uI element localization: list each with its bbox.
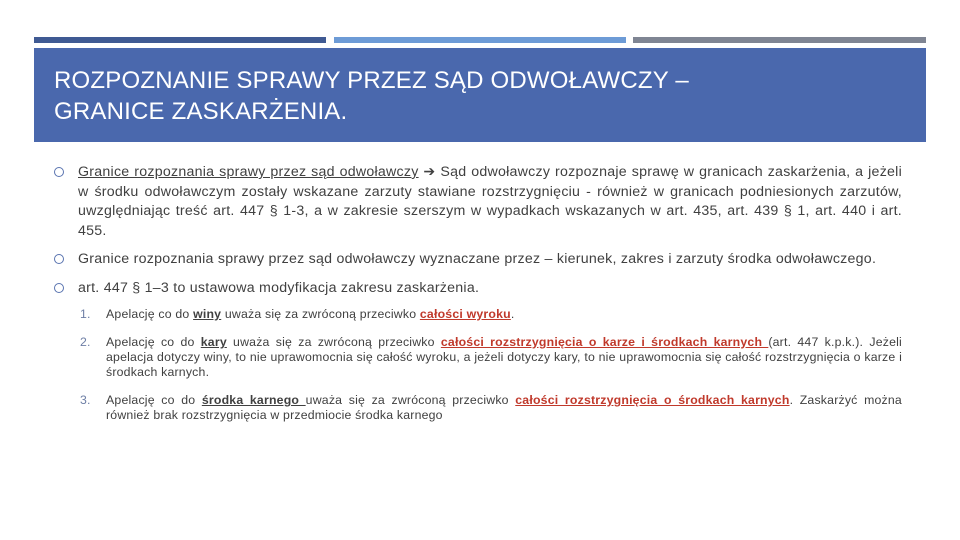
slide-title-line-2: GRANICE ZASKARŻENIA. [54,98,348,125]
item-number: 3. [80,393,91,407]
numbered-item [80,307,902,322]
slide-title-line-1: ROZPOZNANIE SPRAWY PRZEZ SĄD ODWOŁAWCZY – [54,67,689,94]
item-highlight: całości wyroku [419,307,511,321]
bullet-item [54,279,902,299]
numbered-item [80,335,902,380]
item-text: (art. 447 k.p.k.). Jeżeli apelacja dotyczy winy, to nie uprawomocnia się całość wyroku, a jeżeli dotyczy kary, to nie uprawomocnia się całość rozstrzygnięcia o karze i środkach karnych. [106,335,902,379]
item-text: Apelację co do [106,307,194,321]
bullet-text: Sąd odwoławczy rozpoznaje sprawę w granicach zaskarżenia, a jeżeli w środku odwoławczym zostały wskazane zarzuty stawiane rozstrzygnięciu - również w granicach podniesionych zarzutów, uwzględniając treść art. 447 § 1-3, a w zakresie szerszym w wypadkach wskazanych w art. 435, art. 439 § 1, art. 440 i art. 455. [78,164,902,239]
circle-bullet-icon [54,283,64,293]
slide-title [54,65,914,127]
arrow-right-icon: ➔ [423,164,436,180]
item-keyword: winy [193,307,222,321]
numbered-item [80,393,902,423]
item-number: 1. [80,307,91,321]
item-text: uważa się za zwróconą przeciwko [305,393,516,407]
item-text: Apelację co do [106,393,202,407]
item-text: Apelację co do [106,335,201,349]
item-keyword: kary [200,335,227,349]
accent-bar-2 [334,37,626,43]
circle-bullet-icon [54,254,64,264]
accent-bar-3 [633,37,926,43]
item-text: . Zaskarżyć można również brak rozstrzygnięcia w przedmiocie środka karnego [106,393,902,422]
bullet-lead: Granice rozpoznania sprawy przez sąd odwoławczy [78,164,419,180]
bullet-item [54,163,902,241]
item-highlight: całości rozstrzygnięcia o karze i środkach karnych [440,335,769,349]
accent-bar-1 [34,37,326,43]
bullet-text: Granice rozpoznania sprawy przez sąd odwoławczy wyznaczane przez – kierunek, zakres i zarzuty środka odwoławczego. [78,251,877,267]
item-highlight: całości rozstrzygnięcia o środkach karnych [515,393,790,407]
slide-content [54,163,902,436]
item-text: . [510,307,515,321]
circle-bullet-icon [54,167,64,177]
bullet-item [54,250,902,270]
item-text: uważa się za zwróconą przeciwko [226,335,441,349]
numbered-list [54,307,902,423]
item-keyword: środka karnego [201,393,306,407]
item-text: uważa się za zwróconą przeciwko [221,307,420,321]
bullet-text: art. 447 § 1–3 to ustawowa modyfikacja zakresu zaskarżenia. [78,279,480,296]
item-number: 2. [80,335,91,349]
